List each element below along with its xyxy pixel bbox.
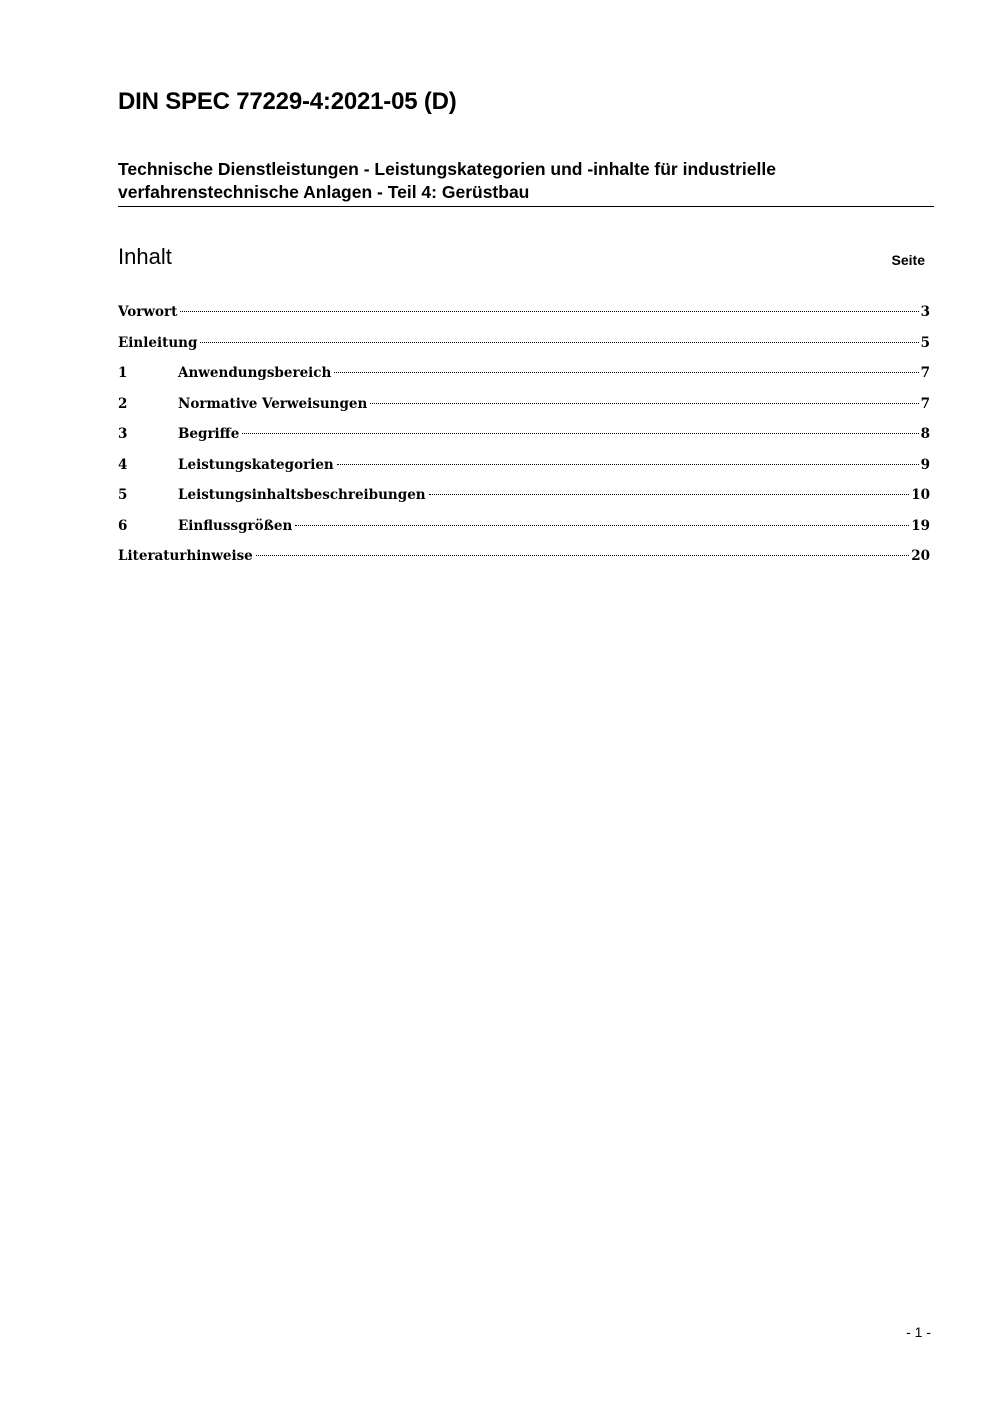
toc-entry-title: Leistungskategorien [178,456,334,473]
toc-entry-number: 2 [118,395,128,412]
toc-entry-begriffe[interactable] [118,422,930,453]
toc-entry-page: 3 [920,304,930,320]
toc-entry-leistungskategorien[interactable] [118,453,930,484]
toc-dot-leader [242,433,918,434]
toc-entry-page: 10 [911,487,930,503]
toc-entry-title: Einflussgrößen [178,517,293,534]
toc-page-column-label: Seite [891,252,925,268]
toc-entry-einleitung[interactable] [118,331,930,362]
document-title: DIN SPEC 77229-4:2021-05 (D) [118,88,457,115]
toc-entry-number: 3 [118,426,128,442]
toc-dot-leader [180,311,918,312]
toc-entry-page: 9 [920,456,930,473]
toc-entry-page: 7 [920,395,930,412]
toc-entry-page: 20 [911,548,930,564]
toc-entry-leistungsinhaltsbeschreibungen[interactable] [118,483,930,514]
toc-entry-title: Einleitung [118,334,198,351]
toc-entry-vorwort[interactable] [118,300,930,331]
table-of-contents [118,300,930,575]
toc-heading: Inhalt [118,244,172,269]
toc-dot-leader [337,464,919,465]
toc-entry-title: Normative Verweisungen [178,395,368,412]
toc-entry-title: Anwendungsbereich [178,365,332,381]
toc-entry-title: Begriffe [178,426,240,442]
toc-entry-literaturhinweise[interactable] [118,544,930,575]
toc-entry-einflussgroessen[interactable] [118,514,930,545]
document-subtitle-line-1: Technische Dienstleistungen - Leistungskategorien und -inhalte für industrielle [118,159,776,179]
toc-entry-title: Leistungsinhaltsbeschreibungen [178,487,426,503]
toc-entry-number: 1 [118,365,128,381]
toc-entry-anwendungsbereich[interactable] [118,361,930,392]
toc-entry-number: 4 [118,456,128,473]
document-subtitle [118,158,934,207]
toc-entry-title: Vorwort [118,304,178,320]
toc-entry-page: 5 [920,334,930,351]
toc-entry-number: 5 [118,487,128,503]
toc-dot-leader [200,342,918,343]
toc-entry-normative-verweisungen[interactable] [118,392,930,423]
toc-dot-leader [256,555,909,556]
toc-entry-title: Literaturhinweise [118,548,253,564]
toc-entry-page: 19 [911,517,930,534]
toc-entry-number: 6 [118,517,128,534]
page-number: - 1 - [906,1324,931,1340]
document-subtitle-line-2: verfahrenstechnische Anlagen - Teil 4: Gerüstbau [118,182,530,202]
toc-entry-page: 8 [920,426,930,442]
toc-entry-page: 7 [920,365,930,381]
toc-dot-leader [295,525,909,526]
toc-dot-leader [370,403,918,404]
toc-dot-leader [429,494,910,495]
toc-dot-leader [334,372,918,373]
